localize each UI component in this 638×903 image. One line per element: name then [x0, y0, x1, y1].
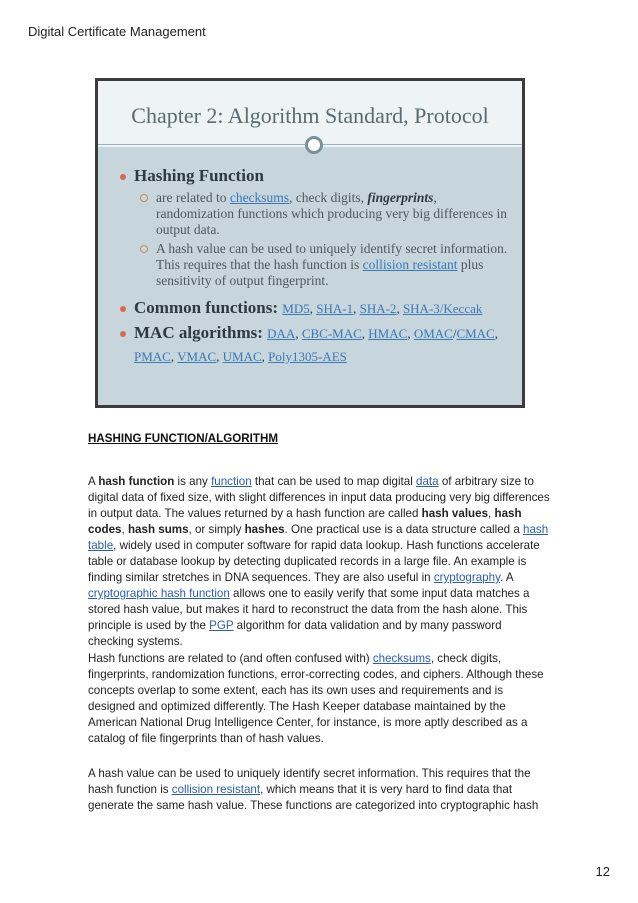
slide-mac-label: MAC algorithms:	[134, 323, 268, 342]
text: . One practical use is a data structure called a	[284, 523, 523, 536]
text: is any	[174, 475, 212, 488]
slide-link-cbc-mac[interactable]: CBC-MAC	[301, 326, 362, 341]
link-checksums[interactable]: checksums	[372, 652, 431, 665]
text: A	[88, 475, 99, 488]
slide-emphasis: fingerprints	[367, 190, 434, 205]
slide-link-sha1[interactable]: SHA-1	[316, 301, 354, 316]
slide-link-sha2[interactable]: SHA-2	[359, 301, 397, 316]
link-hash-table[interactable]: hash table	[88, 523, 549, 552]
slide-link-sha3[interactable]: SHA-3/Keccak	[402, 301, 483, 316]
slide-link-umac[interactable]: UMAC	[222, 349, 262, 364]
slide-subbullet-1	[120, 190, 508, 238]
page-number: 12	[595, 864, 610, 879]
text: . A	[500, 571, 513, 584]
slide-text: are related to	[156, 190, 230, 205]
bullet-dot-icon	[120, 306, 126, 312]
text: ,	[488, 507, 495, 520]
link-cryptography[interactable]: cryptography	[433, 571, 501, 584]
slide-text: A hash value can be used to uniquely identify secret information. This requires that the hash function is	[156, 241, 508, 272]
slide-text: , randomization functions which producing very big differences in output data.	[156, 190, 508, 237]
slide-link-checksums[interactable]: checksums	[229, 190, 290, 205]
bold-term: hash function	[98, 475, 175, 488]
text: , which means that it is very hard to find data that generate the same hash value. These functions are categorized into cryptographic hash	[88, 783, 539, 812]
slide-image	[95, 78, 525, 408]
text: , widely used in computer software for rapid data lookup. Hash functions accelerate table or database lookup by detecting duplicated records in a large file. An example is finding similar stretches in DNA sequences. They are also useful in	[88, 539, 540, 584]
bullet-ring-icon	[140, 194, 148, 202]
link-function[interactable]: function	[211, 475, 252, 488]
text: that can be used to map digital	[251, 475, 417, 488]
section-heading: HASHING FUNCTION/ALGORITHM	[88, 432, 278, 445]
bullet-ring-icon	[140, 245, 148, 253]
slide-text: , check digits,	[289, 190, 368, 205]
slide-link-collision-resistant[interactable]: collision resistant	[362, 257, 458, 272]
link-pgp[interactable]: PGP	[209, 619, 234, 632]
bold-term: hash values	[421, 507, 489, 520]
slide-bullet-mac: MAC algorithms: DAA, CBC-MAC, HMAC, OMAC/CMAC, PMAC, VMAC, UMAC, Poly1305-AES	[120, 322, 508, 368]
slide-subbullet-2	[120, 241, 508, 289]
slide-bullet-common: Common functions: MD5, SHA-1, SHA-2, SHA-3/Keccak	[120, 297, 508, 320]
paragraph-2	[88, 651, 550, 747]
slide-circle-ornament	[305, 136, 323, 154]
text: , or simply	[188, 523, 245, 536]
bullet-dot-icon	[120, 174, 126, 180]
text: ,	[121, 523, 128, 536]
text: of arbitrary size to digital data of fixed size, with slight differences in input data producing very big differences in output data. The values returned by a hash function are called	[88, 475, 550, 520]
slide-link-daa[interactable]: DAA	[267, 326, 296, 341]
link-cryptographic-hash-function[interactable]: cryptographic hash function	[88, 587, 230, 600]
bold-term: hash sums	[127, 523, 189, 536]
slide-link-md5[interactable]: MD5	[282, 301, 310, 316]
link-data[interactable]: data	[416, 475, 439, 488]
slide-link-cmac[interactable]: CMAC	[456, 326, 495, 341]
slide-link-omac[interactable]: OMAC	[413, 326, 453, 341]
bold-term: hash codes	[88, 507, 522, 536]
slide-link-poly1305[interactable]: Poly1305-AES	[268, 349, 347, 364]
text: algorithm for data validation and by many password checking systems.	[88, 619, 502, 648]
link-collision-resistant[interactable]: collision resistant	[171, 783, 261, 796]
paragraph-3	[88, 766, 550, 814]
slide-link-hmac[interactable]: HMAC	[368, 326, 408, 341]
paragraph-1	[88, 474, 550, 650]
text: A hash value can be used to uniquely identify secret information. This requires that the hash function is	[88, 767, 531, 796]
slide-text: plus sensitivity of output fingerprint.	[156, 257, 484, 288]
slide-hashing-label: Hashing Function	[134, 166, 264, 185]
slide-common-label: Common functions:	[134, 298, 283, 317]
slide-link-pmac[interactable]: PMAC	[134, 349, 171, 364]
text: allows one to easily verify that some input data matches a stored hash value, but makes it hard to reconstruct the data from the hash alone. This principle is used by the	[88, 587, 530, 632]
document-header: Digital Certificate Management	[28, 24, 206, 39]
slide-link-vmac[interactable]: VMAC	[177, 349, 217, 364]
slide-bullet-hashing	[120, 165, 508, 187]
text: , check digits, fingerprints, randomization functions, error-correcting codes, and ciphers. Although these concepts overlap to some extent, each has its own uses and requirements and is designed and optimized differently. The Hash Keeper database maintained by the American National Drug Intelligence Center, for instance, is more aptly described as a catalog of file fingerprints than of hash values.	[88, 652, 544, 745]
text: Hash functions are related to (and often confused with)	[88, 652, 373, 665]
slide-body	[120, 161, 508, 368]
slide-title: Chapter 2: Algorithm Standard, Protocol	[131, 103, 489, 128]
bold-term: hashes	[244, 523, 285, 536]
bullet-dot-icon	[120, 331, 126, 337]
